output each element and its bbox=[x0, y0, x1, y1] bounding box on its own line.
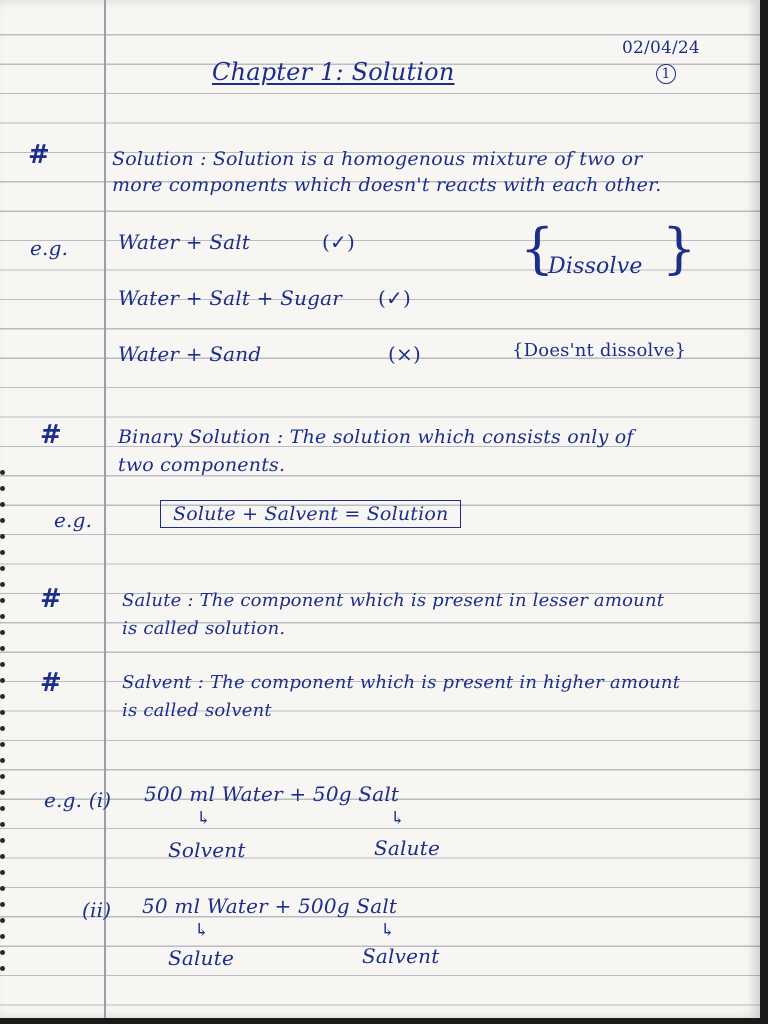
checkmark-2: (✓) bbox=[378, 286, 411, 310]
margin-line bbox=[104, 0, 106, 1018]
example-water-salt: Water + Salt bbox=[118, 230, 251, 254]
example-1: 500 ml Water + 50g Salt bbox=[144, 782, 400, 806]
solute-definition-line2: is called solution. bbox=[122, 618, 286, 639]
binary-formula-box: Solute + Salvent = Solution bbox=[160, 500, 461, 528]
page-number: 1 bbox=[656, 64, 676, 84]
section-marker: # bbox=[40, 420, 62, 450]
section-marker: # bbox=[40, 668, 62, 698]
example-1-solute: Salute bbox=[374, 836, 440, 860]
cross-mark: (×) bbox=[388, 342, 421, 366]
example-water-sand: Water + Sand bbox=[118, 342, 262, 366]
checkmark-1: (✓) bbox=[322, 230, 355, 254]
solution-definition-line2: more components which doesn't reacts with each other. bbox=[112, 174, 662, 196]
eg-label: e.g. bbox=[30, 236, 69, 260]
arrow-down-icon: ↳ bbox=[194, 920, 210, 941]
arrow-down-icon: ↳ bbox=[380, 920, 396, 941]
arrow-down-icon: ↳ bbox=[196, 808, 212, 829]
solution-definition-line1: Solution : Solution is a homogenous mixture of two or bbox=[112, 148, 643, 170]
binary-definition-line2: two components. bbox=[118, 454, 286, 476]
eg-label: e.g. bbox=[54, 508, 93, 532]
arrow-down-icon: ↳ bbox=[390, 808, 406, 829]
right-brace-icon: } bbox=[662, 217, 697, 280]
example-2: 50 ml Water + 500g Salt bbox=[142, 894, 398, 918]
example-2-label: (ii) bbox=[82, 898, 112, 922]
binary-definition-line1: Binary Solution : The solution which consists only of bbox=[118, 426, 634, 448]
solvent-definition-line2: is called solvent bbox=[122, 700, 272, 721]
solvent-definition-line1: Salvent : The component which is present in higher amount bbox=[122, 672, 681, 693]
dissolve-label: Dissolve bbox=[548, 254, 643, 279]
spiral-holes bbox=[0, 470, 6, 982]
section-marker: # bbox=[40, 584, 62, 614]
eg-label: e.g. (i) bbox=[44, 788, 112, 812]
date: 02/04/24 bbox=[622, 38, 700, 58]
example-2-solute: Salute bbox=[168, 946, 234, 970]
not-dissolve-label: {Does'nt dissolve} bbox=[512, 340, 687, 361]
solute-definition-line1: Salute : The component which is present in lesser amount bbox=[122, 590, 665, 611]
section-marker: # bbox=[28, 140, 50, 170]
left-brace-icon: { bbox=[520, 217, 555, 280]
example-water-salt-sugar: Water + Salt + Sugar bbox=[118, 286, 343, 310]
example-2-solvent: Salvent bbox=[362, 944, 440, 968]
page-title: Chapter 1: Solution bbox=[212, 58, 455, 86]
example-1-solvent: Solvent bbox=[168, 838, 246, 862]
